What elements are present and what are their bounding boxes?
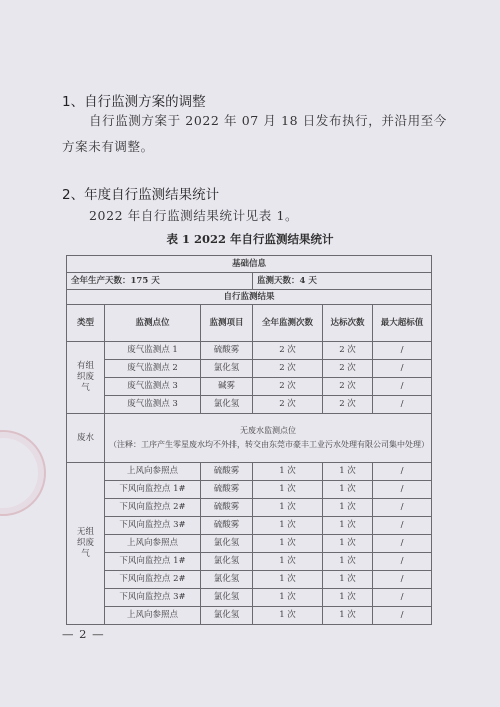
cell-point: 废气监测点 3	[105, 378, 201, 396]
cell-count: 2 次	[253, 360, 323, 378]
cell-passed: 1 次	[323, 517, 373, 535]
cell-point: 废气监测点 1	[105, 342, 201, 360]
cell-count: 2 次	[253, 342, 323, 360]
cell-item: 硫酸雾	[201, 481, 253, 499]
cell-point: 下风向监控点 2#	[105, 499, 201, 517]
col-header-passed: 达标次数	[323, 305, 373, 342]
results-header: 自行监测结果	[67, 290, 432, 305]
cell-passed: 1 次	[323, 463, 373, 481]
cell-count: 1 次	[253, 553, 323, 571]
section1-heading: 1、自行监测方案的调整	[62, 94, 206, 110]
cell-point: 废气监测点 3	[105, 396, 201, 414]
col-header-type: 类型	[67, 305, 105, 342]
col-header-item: 监测项目	[201, 305, 253, 342]
col-header-count: 全年监测次数	[253, 305, 323, 342]
cell-max: /	[373, 517, 432, 535]
cell-point: 上风向参照点	[105, 607, 201, 625]
cell-passed: 1 次	[323, 607, 373, 625]
table-row	[67, 360, 432, 378]
table-row	[67, 378, 432, 396]
cell-item: 碱雾	[201, 378, 253, 396]
table-row	[67, 517, 432, 535]
cell-passed: 2 次	[323, 342, 373, 360]
type-organized: 有组织废气	[67, 342, 105, 414]
cell-item: 硫酸雾	[201, 499, 253, 517]
cell-max: /	[373, 535, 432, 553]
cell-item: 氯化氢	[201, 553, 253, 571]
cell-passed: 1 次	[323, 571, 373, 589]
cell-count: 2 次	[253, 396, 323, 414]
wastewater-note-line1: 无废水监测点位	[240, 426, 297, 435]
cell-item: 氯化氢	[201, 535, 253, 553]
cell-count: 1 次	[253, 571, 323, 589]
section1-line2: 方案未有调整。	[62, 139, 154, 154]
seal-stamp	[0, 430, 46, 516]
cell-count: 1 次	[253, 481, 323, 499]
table-row	[67, 553, 432, 571]
cell-passed: 1 次	[323, 481, 373, 499]
table-row	[67, 396, 432, 414]
cell-count: 1 次	[253, 463, 323, 481]
cell-passed: 1 次	[323, 499, 373, 517]
cell-max: /	[373, 553, 432, 571]
cell-max: /	[373, 342, 432, 360]
wastewater-note-line2: （注释：工序产生零星废水均不外排，转交由东莞市豪丰工业污水处理有限公司集中处理）	[109, 440, 429, 449]
wastewater-note	[105, 414, 432, 463]
cell-item: 氯化氢	[201, 589, 253, 607]
table-row	[67, 571, 432, 589]
table-row	[67, 607, 432, 625]
page-number: — 2 —	[62, 627, 105, 641]
cell-passed: 1 次	[323, 589, 373, 607]
cell-max: /	[373, 571, 432, 589]
cell-max: /	[373, 396, 432, 414]
cell-item: 氯化氢	[201, 607, 253, 625]
cell-max: /	[373, 378, 432, 396]
cell-item: 氯化氢	[201, 571, 253, 589]
table-row	[67, 342, 432, 360]
cell-count: 1 次	[253, 607, 323, 625]
cell-count: 1 次	[253, 535, 323, 553]
cell-max: /	[373, 499, 432, 517]
cell-passed: 2 次	[323, 396, 373, 414]
table-row	[67, 499, 432, 517]
cell-max: /	[373, 360, 432, 378]
table-row	[67, 463, 432, 481]
cell-item: 氯化氢	[201, 360, 253, 378]
table-row	[67, 481, 432, 499]
table-row	[67, 589, 432, 607]
cell-max: /	[373, 589, 432, 607]
table-row	[67, 535, 432, 553]
cell-item: 硫酸雾	[201, 463, 253, 481]
table-row	[67, 414, 432, 463]
cell-point: 下风向监控点 3#	[105, 589, 201, 607]
cell-point: 废气监测点 2	[105, 360, 201, 378]
cell-count: 1 次	[253, 589, 323, 607]
cell-point: 下风向监控点 3#	[105, 517, 201, 535]
type-wastewater: 废水	[67, 414, 105, 463]
cell-passed: 1 次	[323, 553, 373, 571]
cell-point: 下风向监控点 2#	[105, 571, 201, 589]
cell-item: 硫酸雾	[201, 517, 253, 535]
cell-max: /	[373, 607, 432, 625]
cell-count: 1 次	[253, 517, 323, 535]
cell-count: 1 次	[253, 499, 323, 517]
cell-passed: 2 次	[323, 378, 373, 396]
cell-item: 氯化氢	[201, 396, 253, 414]
basic-info-header: 基础信息	[67, 256, 432, 273]
monitoring-days: 监测天数：4 天	[253, 273, 432, 290]
table-caption: 表 1 2022 年自行监测结果统计	[166, 232, 334, 246]
section2-line1: 2022 年自行监测结果统计见表 1。	[89, 208, 299, 223]
col-header-point: 监测点位	[105, 305, 201, 342]
cell-max: /	[373, 463, 432, 481]
section2-heading: 2、年度自行监测结果统计	[62, 187, 220, 203]
cell-count: 2 次	[253, 378, 323, 396]
type-unorganized: 无组织废气	[67, 463, 105, 625]
section1-line1: 自行监测方案于 2022 年 07 月 18 日发布执行，并沿用至今	[89, 113, 447, 128]
cell-point: 下风向监控点 1#	[105, 553, 201, 571]
cell-max: /	[373, 481, 432, 499]
production-days: 全年生产天数：175 天	[67, 273, 253, 290]
cell-point: 上风向参照点	[105, 463, 201, 481]
monitoring-results-table	[66, 255, 432, 625]
col-header-max-exceed: 最大超标值	[373, 305, 432, 342]
cell-passed: 1 次	[323, 535, 373, 553]
cell-point: 下风向监控点 1#	[105, 481, 201, 499]
cell-item: 硫酸雾	[201, 342, 253, 360]
cell-passed: 2 次	[323, 360, 373, 378]
cell-point: 上风向参照点	[105, 535, 201, 553]
